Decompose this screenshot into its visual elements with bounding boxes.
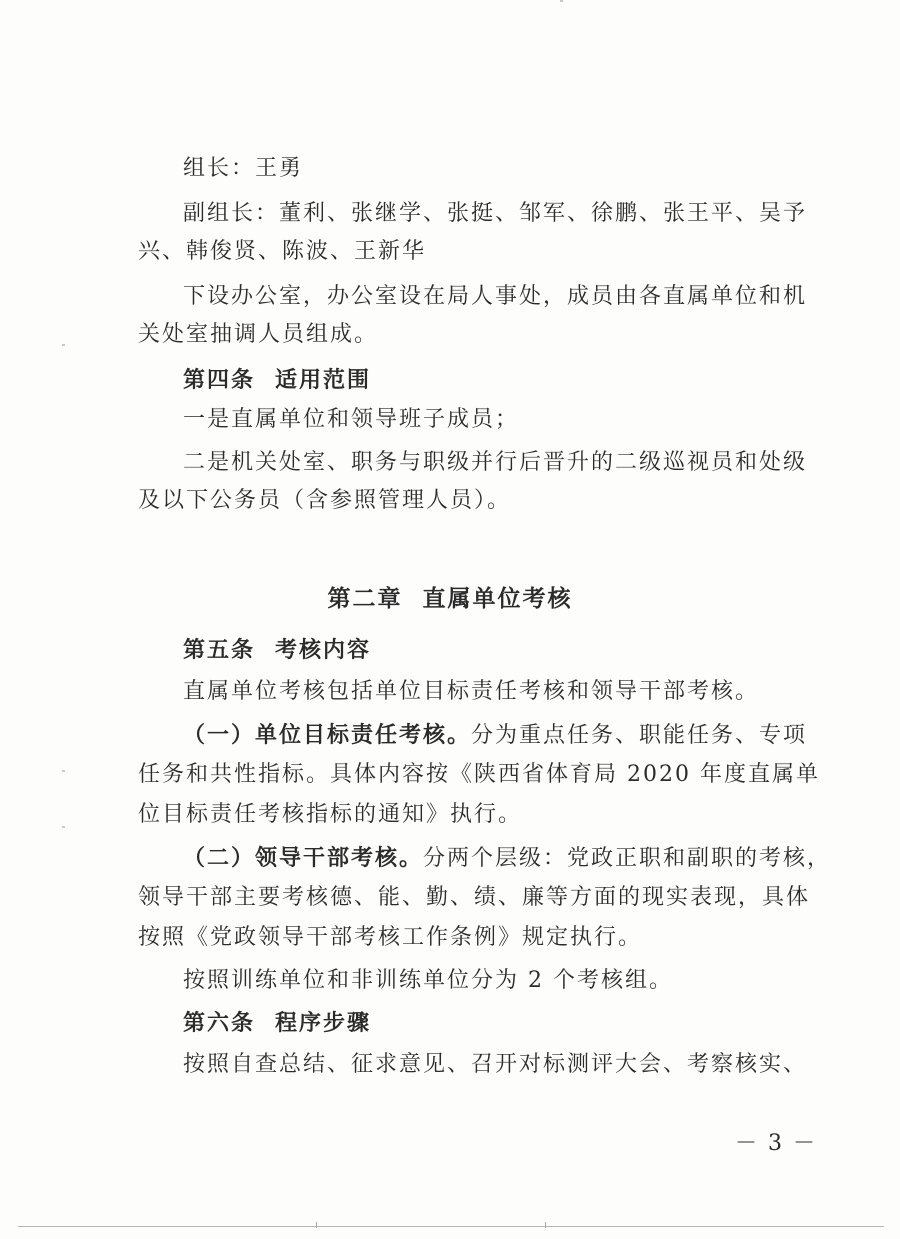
scan-speck: [62, 344, 65, 346]
assessment-groups-line: 按照训练单位和非训练单位分为 2 个考核组。: [183, 968, 673, 993]
article-4-title: 适用范围: [275, 367, 372, 393]
article-4-number: 第四条: [183, 367, 256, 393]
chapter-2-title: 直属单位考核: [422, 585, 573, 612]
scan-speck: [560, 0, 563, 2]
scan-speck: [62, 826, 65, 828]
leader-assessment-text: 分两个层级：党政正职和副职的考核，: [423, 846, 832, 871]
deputy-leaders-continued: 兴、韩俊贤、陈波、王新华: [138, 239, 427, 264]
article-6-title: 程序步骤: [275, 1010, 372, 1036]
leader-assessment-continued: 领导干部主要考核德、能、勤、绩、廉等方面的现实表现，具体: [138, 885, 811, 910]
scope-item-2-continued: 及以下公务员（含参照管理人员）。: [138, 488, 512, 513]
article-5-heading: [183, 635, 803, 665]
chapter-2-number: 第二章: [327, 585, 403, 612]
leader-assessment-title: （二）领导干部考核。: [183, 845, 424, 871]
article-6-heading: [183, 1008, 803, 1038]
target-responsibility-title: （一）单位目标责任考核。: [183, 722, 472, 748]
leader-line: 组长：王勇: [183, 156, 304, 181]
leader-assessment-line: [183, 843, 832, 874]
deputy-leaders-line: 副组长：董利、张继学、张挺、邹军、徐鹏、张王平、吴予: [183, 201, 808, 226]
office-line: 下设办公室，办公室设在局人事处，成员由各直属单位和机: [183, 284, 808, 309]
rule-tick-right: [545, 1222, 546, 1228]
page-number: － 3 －: [735, 1131, 817, 1156]
scope-item-2: 二是机关处室、职务与职级并行后晋升的二级巡视员和处级: [183, 450, 808, 475]
rule-tick-left: [316, 1222, 317, 1228]
scan-speck: [62, 770, 65, 772]
scan-bottom-rule: [18, 1226, 884, 1227]
article-5-number: 第五条: [183, 637, 256, 663]
article-6-number: 第六条: [183, 1010, 256, 1036]
target-responsibility-continued-2: 位目标责任考核指标的通知》执行。: [138, 802, 523, 827]
scope-item-1: 一是直属单位和领导班子成员；: [183, 407, 520, 432]
chapter-2-heading: [0, 584, 900, 614]
office-line-continued: 关处室抽调人员组成。: [138, 322, 379, 347]
target-responsibility-continued: 任务和共性指标。具体内容按《陕西省体育局 2020 年度直属单: [138, 762, 820, 787]
target-responsibility-line: [183, 720, 808, 751]
leader-assessment-continued-2: 按照《党政领导干部考核工作条例》规定执行。: [138, 925, 643, 950]
target-responsibility-text: 分为重点任务、职能任务、专项: [471, 723, 808, 748]
procedure-line: 按照自查总结、征求意见、召开对标测评大会、考察核实、: [183, 1052, 808, 1077]
assessment-content-line: 直属单位考核包括单位目标责任考核和领导干部考核。: [183, 679, 760, 704]
article-5-title: 考核内容: [275, 637, 372, 663]
article-4-heading: [183, 365, 803, 395]
